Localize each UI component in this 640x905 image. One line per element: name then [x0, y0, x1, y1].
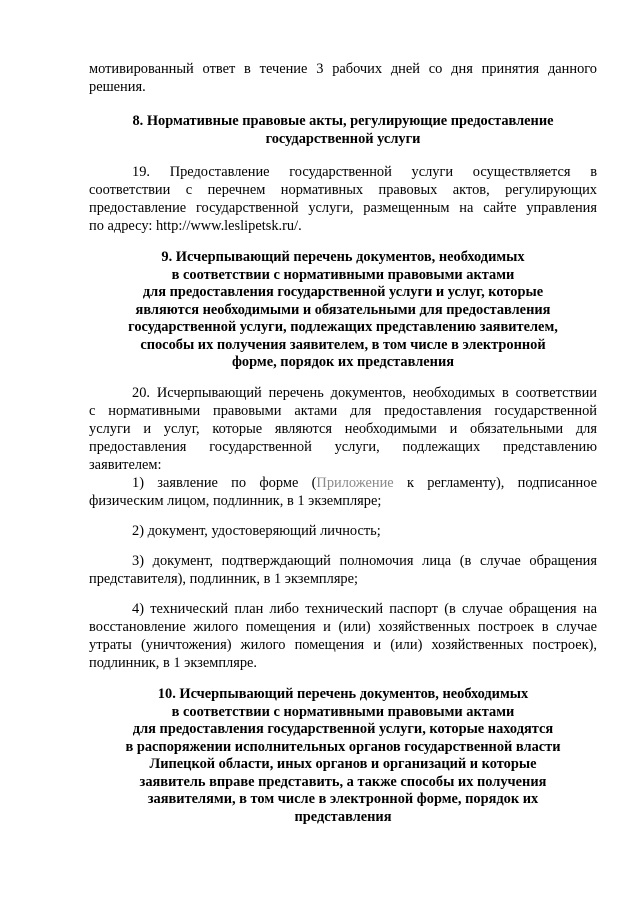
text-line: решения.	[89, 79, 146, 95]
heading-line: заявитель вправе представить, а также способы их получения	[139, 773, 547, 790]
section-8-heading	[89, 113, 597, 148]
text-line: 4) технический план либо технический паспорт (в случае обращения на	[132, 601, 597, 617]
text-line: соответствии с перечнем нормативных правовых актов, регулирующих	[89, 182, 597, 198]
text-line: восстановление жилого помещения и (или) хозяйственных построек в случае	[89, 619, 597, 635]
list-item-3	[89, 552, 597, 570]
text-line: предоставления государственной услуги, подлежащих представлению	[89, 439, 597, 455]
intro-paragraph-end	[89, 78, 597, 96]
text-line: с нормативными правовыми актами для предоставления государственной	[89, 403, 597, 419]
text-line: подлинник, в 1 экземпляре.	[89, 655, 258, 671]
text-line	[89, 474, 597, 492]
heading-line: заявителями, в том числе в электронной форме, порядок их	[147, 791, 539, 807]
item-1-text-start: 1) заявление по форме (	[132, 475, 317, 491]
text-line: физическим лицом, подлинник, в 1 экземпляре;	[89, 493, 382, 509]
paragraph-19-end	[89, 217, 597, 235]
intro-paragraph	[89, 60, 597, 78]
text-line: 2) документ, удостоверяющий личность;	[132, 523, 381, 539]
text-line: утраты (уничтожения) жилого помещения и (или) хозяйственных построек),	[89, 637, 597, 653]
list-item-2	[89, 522, 597, 540]
heading-line: Липецкой области, иных органов и организаций и которые	[149, 756, 537, 772]
text-line: услуги и услуг, которые являются необходимыми и обязательными для	[89, 421, 597, 437]
heading-line: способы их получения заявителем, в том числе в электронной	[140, 336, 546, 353]
heading-line: государственной услуги, подлежащих представлению заявителем,	[128, 319, 558, 335]
list-item-4	[89, 600, 597, 654]
item-1-text-end: к регламенту), подписанное	[393, 475, 597, 491]
list-item-1-end	[89, 492, 597, 510]
paragraph-20-end	[89, 456, 597, 474]
heading-line: для предоставления государственной услуги и услуг, которые	[142, 284, 544, 300]
list-item-3-end	[89, 570, 597, 588]
text-line: заявителем:	[89, 457, 162, 473]
heading-line: являются необходимыми и обязательными для предоставления	[135, 301, 551, 318]
heading-line: 9. Исчерпывающий перечень документов, необходимых	[161, 249, 525, 265]
heading-line: для предоставления государственной услуги, которые находятся	[132, 721, 554, 737]
text-line: представителя), подлинник, в 1 экземпляре;	[89, 571, 359, 587]
text-line: 19. Предоставление государственной услуги осуществляется в	[132, 164, 597, 180]
paragraph-20	[89, 384, 597, 456]
text-line: 3) документ, подтверждающий полномочия лица (в случае обращения	[132, 553, 597, 569]
heading-line: в соответствии с нормативными правовыми актами	[171, 266, 515, 283]
section-10-heading	[89, 686, 597, 826]
text-line: 20. Исчерпывающий перечень документов, необходимых в соответствии	[132, 385, 597, 401]
section-9-heading	[89, 249, 597, 372]
list-item-1	[89, 474, 597, 492]
text-line: по адресу: http://www.leslipetsk.ru/.	[89, 218, 302, 234]
heading-line: 8. Нормативные правовые акты, регулирующие предоставление	[132, 113, 554, 129]
list-item-4-end	[89, 654, 597, 672]
heading-line: в распоряжении исполнительных органов государственной власти	[125, 738, 561, 755]
text-line: мотивированный ответ в течение 3 рабочих дней со дня принятия данного	[89, 61, 597, 77]
heading-line: 10. Исчерпывающий перечень документов, необходимых	[157, 686, 529, 702]
heading-line: представления	[294, 808, 392, 825]
heading-line: форме, порядок их представления	[231, 354, 455, 370]
text-line: предоставление государственной услуги, размещенным на сайте управления	[89, 200, 597, 216]
heading-line: в соответствии с нормативными правовыми актами	[171, 703, 515, 720]
paragraph-19	[89, 163, 597, 217]
appendix-link[interactable]: Приложение	[316, 475, 394, 491]
heading-line: государственной услуги	[265, 130, 421, 147]
